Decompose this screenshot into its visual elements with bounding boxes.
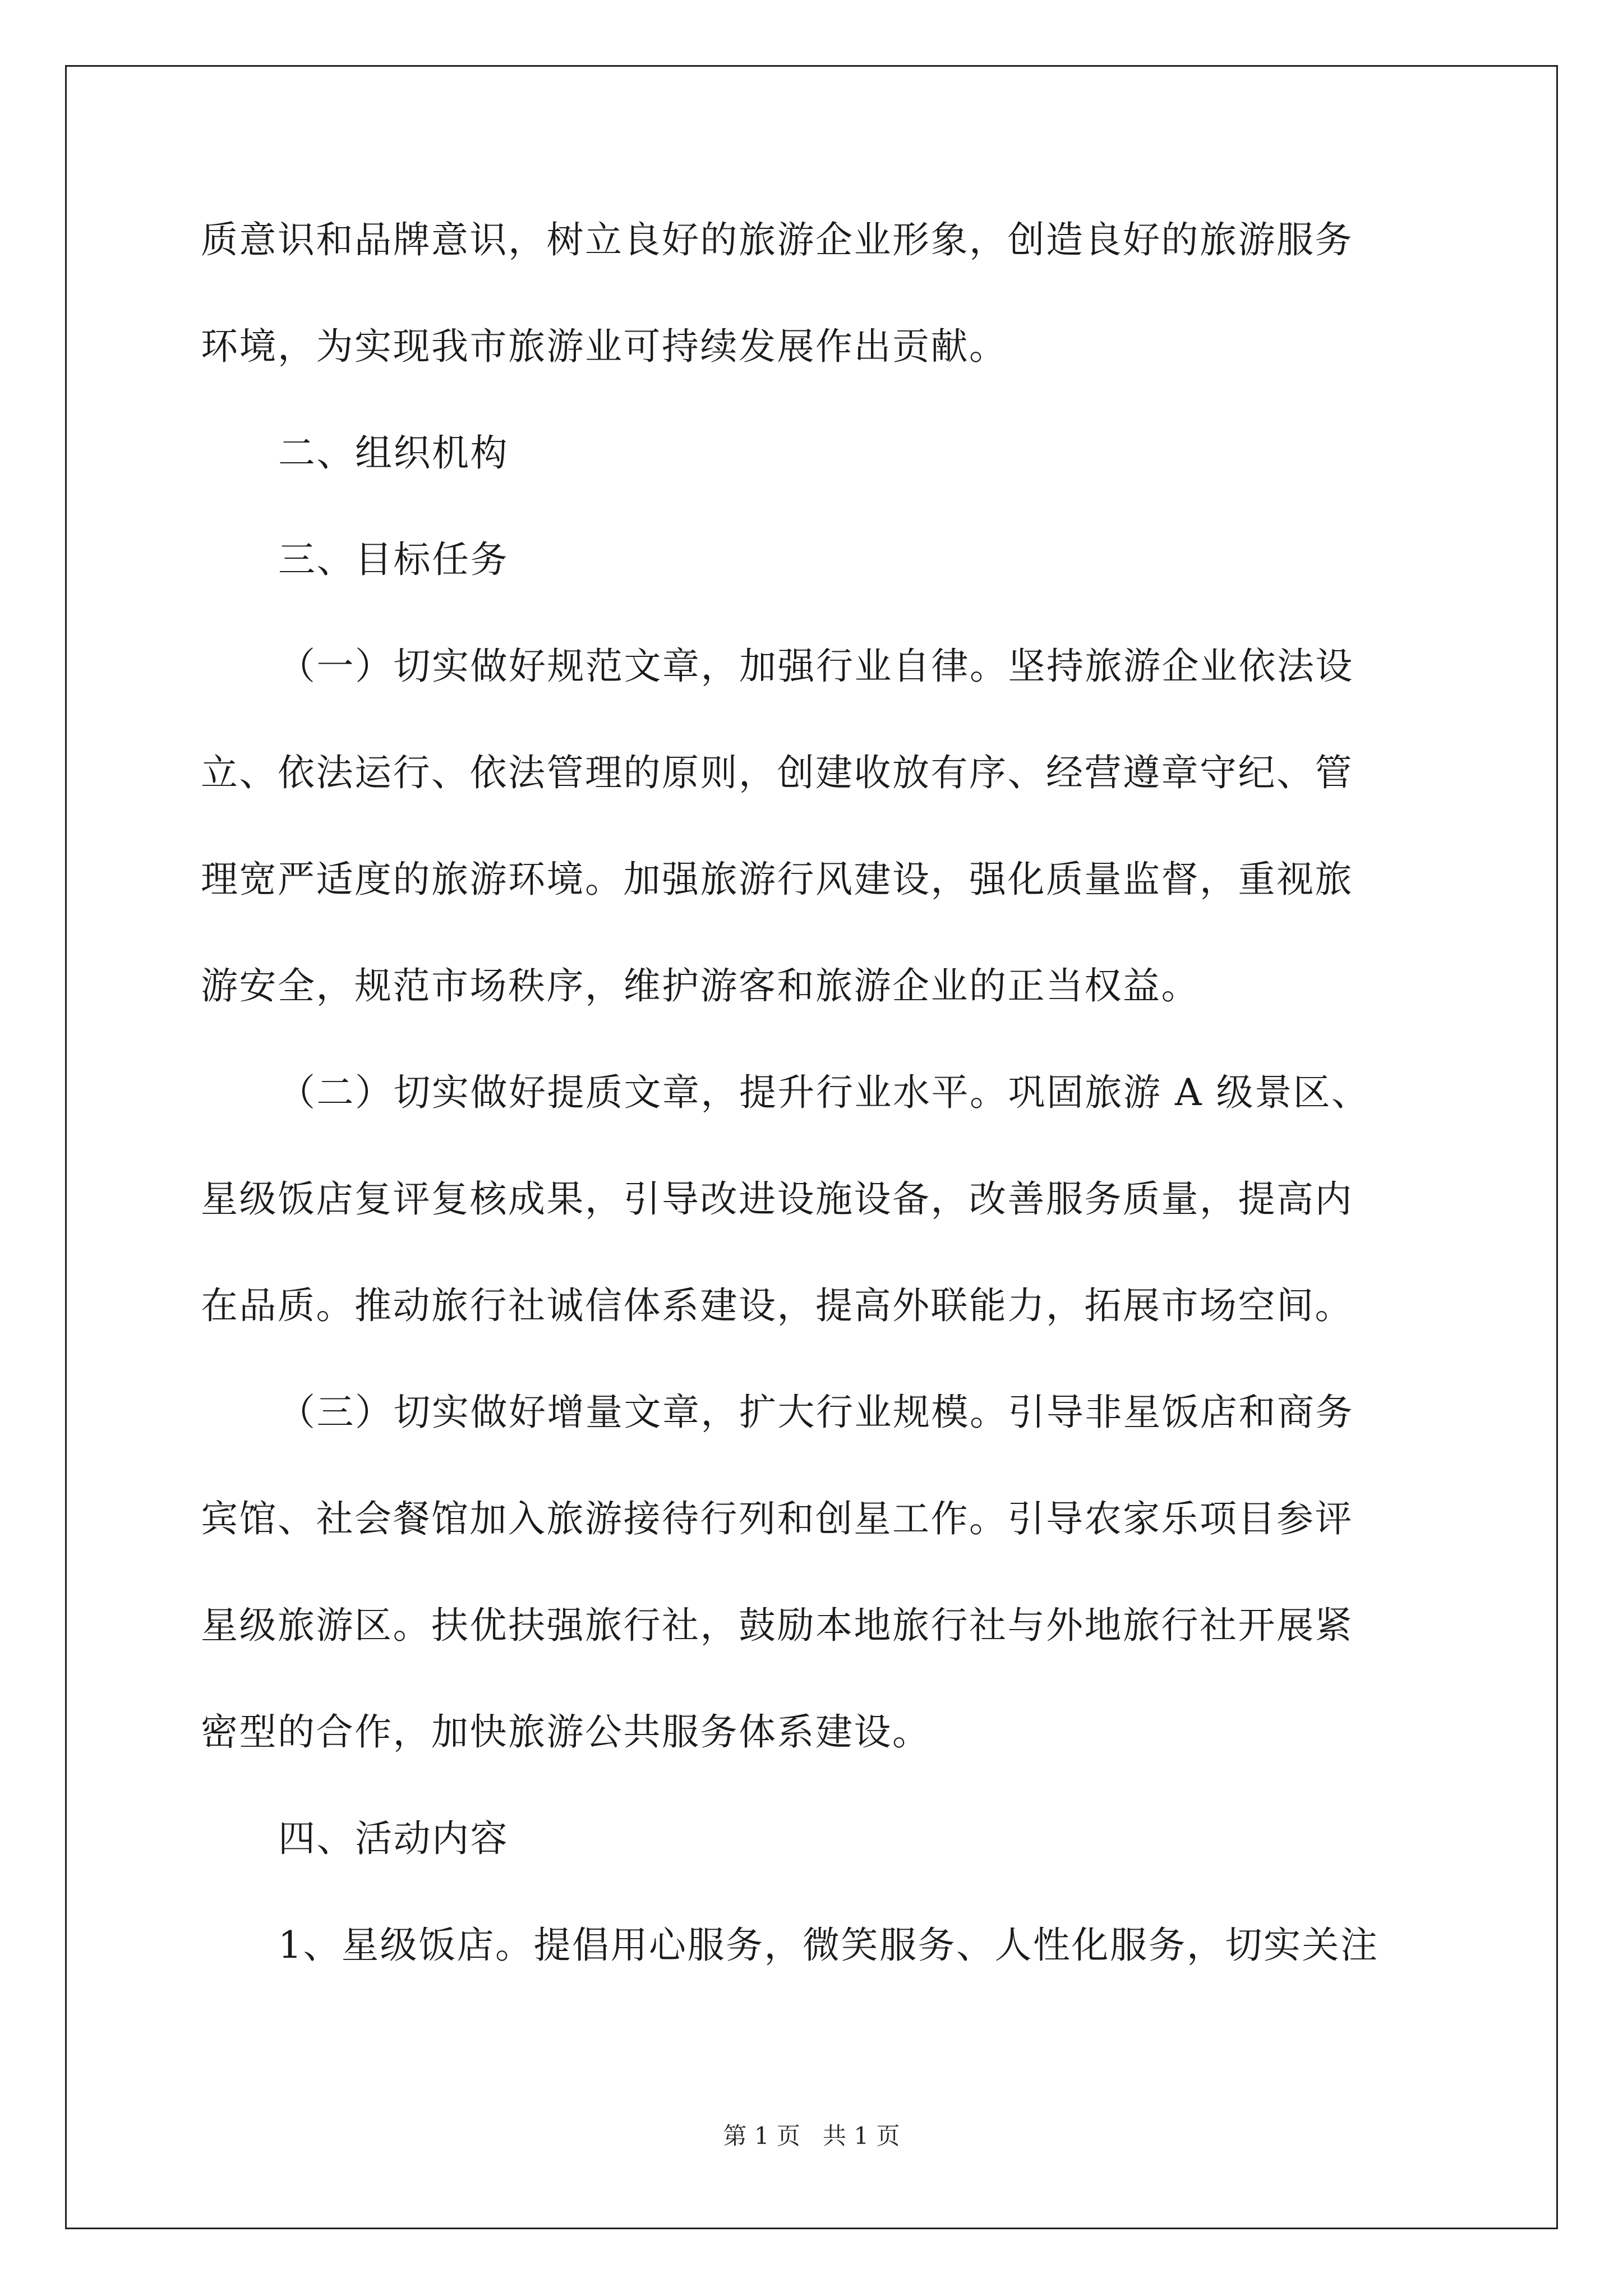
text-line: 密型的合作，加快旅游公共服务体系建设。 (201, 1710, 931, 1754)
text-line: 在品质。推动旅行社诚信体系建设，提高外联能力，拓展市场空间。 (201, 1284, 1353, 1327)
text-line: （三）切实做好增量文章，扩大行业规模。引导非星饭店和商务 (278, 1391, 1354, 1434)
body-text (201, 187, 1429, 1999)
text-line: 星级旅游区。扶优扶强旅行社，鼓励本地旅行社与外地旅行社开展紧 (201, 1604, 1353, 1647)
text-line: 1、星级饭店。提倡用心服务，微笑服务、人性化服务，切实关注 (278, 1924, 1379, 1967)
text-line: 质意识和品牌意识，树立良好的旅游企业形象，创造良好的旅游服务 (201, 218, 1353, 261)
text-line: 立、依法运行、依法管理的原则，创建收放有序、经营遵章守纪、管 (201, 751, 1353, 794)
section-heading: 三、目标任务 (278, 538, 509, 581)
section-heading: 四、活动内容 (278, 1817, 509, 1860)
text-line: 宾馆、社会餐馆加入旅游接待行列和创星工作。引导农家乐项目参评 (201, 1497, 1353, 1540)
text-line: 理宽严适度的旅游环境。加强旅游行风建设，强化质量监督，重视旅 (201, 858, 1353, 901)
section-heading: 二、组织机构 (278, 431, 509, 475)
text-line: （一）切实做好规范文章，加强行业自律。坚持旅游企业依法设 (278, 645, 1354, 688)
page-number: 第 1 页 共 1 页 (723, 2122, 900, 2150)
text-line: 环境，为实现我市旅游业可持续发展作出贡献。 (201, 325, 1008, 368)
text-line: 游安全，规范市场秩序，维护游客和旅游企业的正当权益。 (201, 964, 1200, 1007)
page-footer (0, 2119, 1623, 2153)
text-line: 星级饭店复评复核成果，引导改进设施设备，改善服务质量，提高内 (201, 1177, 1353, 1221)
text-line: （二）切实做好提质文章，提升行业水平。巩固旅游 A 级景区、 (278, 1071, 1370, 1114)
